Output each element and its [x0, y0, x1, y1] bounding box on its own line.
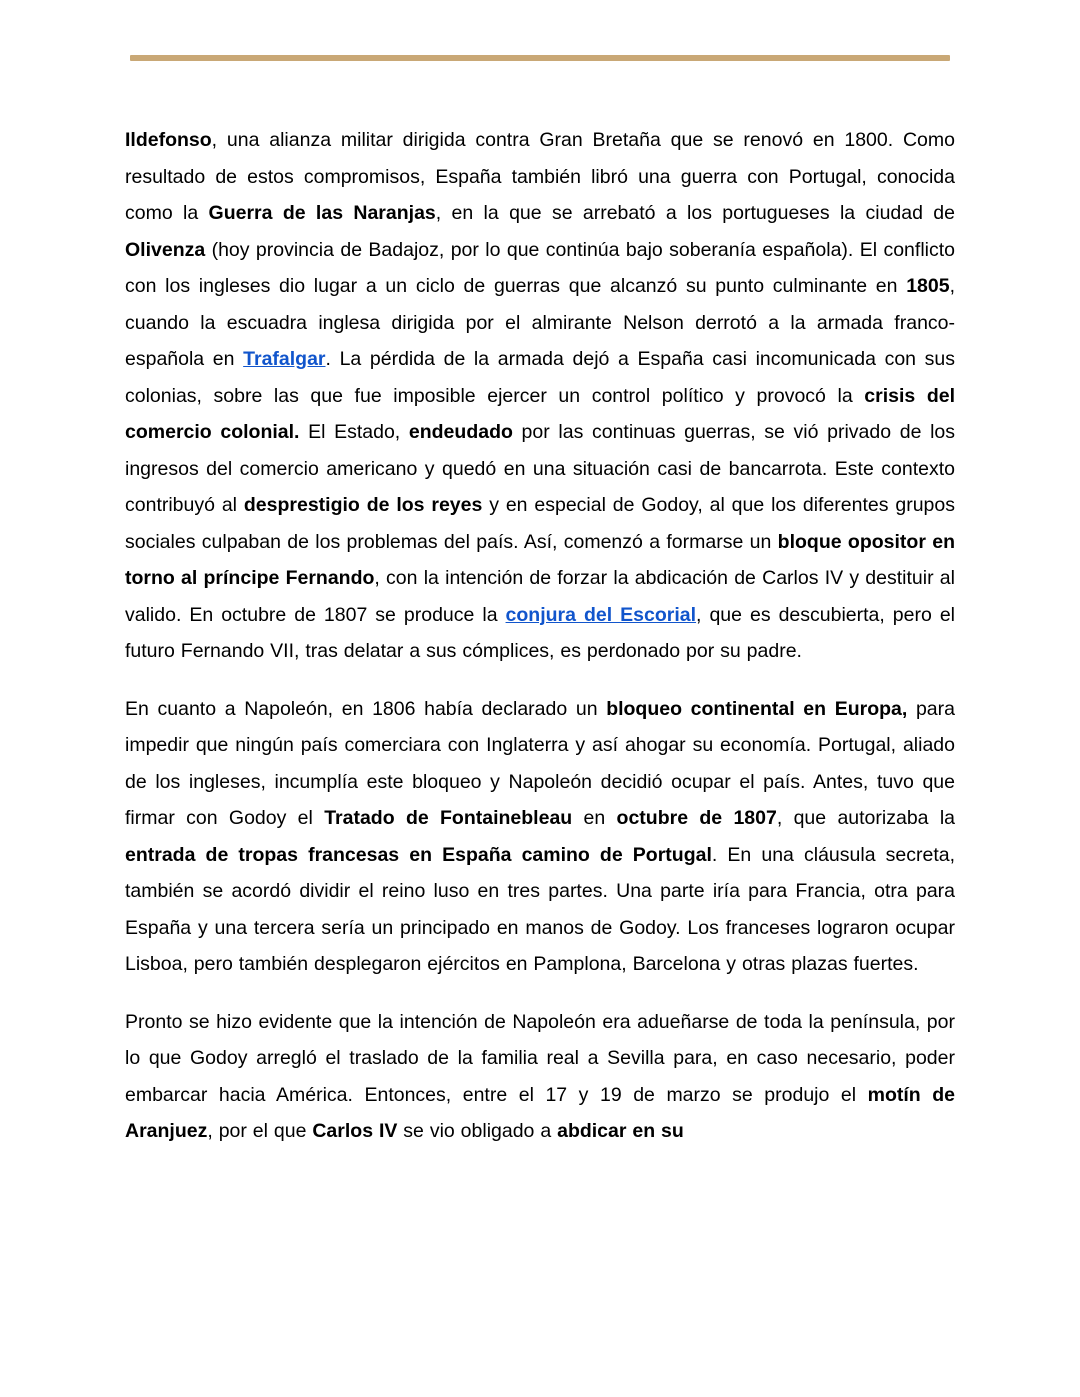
- text-run: y en especial de Godoy, al que los diferentes grupos sociales culpaban de los problemas del país. Así, comenzó a formarse un: [125, 494, 955, 553]
- text-run: , cuando la escuadra inglesa dirigida por el almirante Nelson derrotó a la armada franco-española en: [125, 275, 955, 370]
- text-run: . La pérdida de la armada dejó a España casi incomunicada con sus colonias, sobre las que fue imposible ejercer un control político y provocó la: [125, 348, 955, 407]
- bold-text-run: abdicar en su: [557, 1120, 684, 1142]
- bold-text-run: bloqueo continental en Europa,: [606, 697, 908, 720]
- bold-text-run: Guerra de las Naranjas: [208, 202, 436, 224]
- text-run: por las continuas guerras, se vió privado de los ingresos del comercio americano y quedó en una situación casi de bancarrota. Este contexto contribuyó al: [125, 421, 956, 516]
- text-run: . En una cláusula secreta, también se acordó dividir el reino luso en tres partes. Una parte iría para Francia, otra para España y una tercera sería un principado en manos de Godoy. Los franceses lograron ocupar Lisboa, pero también desplegaron ejércitos en Pamplona, Barcelona y otras plazas fuertes.: [125, 843, 955, 975]
- bold-text-run: octubre de 1807: [616, 807, 777, 829]
- bold-text-run: Olivenza: [125, 238, 206, 261]
- bold-text-run: entrada de tropas francesas en España camino de Portugal: [125, 843, 712, 866]
- text-run: se vio obligado a: [397, 1120, 558, 1142]
- paragraph-2: [125, 691, 955, 983]
- document-body: [125, 122, 955, 1171]
- paragraph-1: [125, 122, 955, 670]
- text-run: El Estado,: [299, 421, 409, 443]
- text-run: Pronto se hizo evidente que la intención de Napoleón era adueñarse de toda la península, por lo que Godoy arregló el traslado de la familia real a Sevilla para, en caso necesario, poder embarcar hacia América. Entonces, entre el 17 y 19 de marzo se produjo el: [125, 1010, 955, 1106]
- text-run: , que autorizaba la: [776, 807, 956, 829]
- text-run: , que es descubierta, pero el futuro Fernando VII, tras delatar a sus cómplices, es perdonado por su padre.: [125, 603, 955, 662]
- text-run: en: [572, 807, 617, 829]
- text-run: , por el que: [207, 1120, 313, 1142]
- bold-text-run: crisis del comercio colonial.: [125, 384, 955, 443]
- text-run: , en la que se arrebató a los portugueses la ciudad de: [435, 202, 955, 224]
- text-run: , una alianza militar dirigida contra Gran Bretaña que se renovó en 1800. Como resultado de estos compromisos, España también libró una guerra con Portugal, conocida como la: [125, 129, 955, 224]
- bold-text-run: motín de Aranjuez: [125, 1083, 955, 1142]
- conjura-del-escorial-link[interactable]: conjura del Escorial: [505, 603, 697, 626]
- bold-text-run: desprestigio de los reyes: [243, 494, 483, 516]
- decorative-top-rule: [130, 55, 950, 61]
- bold-text-run: Ildefonso: [125, 129, 212, 151]
- paragraph-3: [125, 1004, 955, 1150]
- text-run: En cuanto a Napoleón, en 1806 había declarado un: [125, 697, 607, 720]
- bold-text-run: endeudado: [408, 421, 513, 443]
- text-run: , con la intención de forzar la abdicación de Carlos IV y destituir al valido. En octubre de 1807 se produce la: [125, 567, 955, 626]
- trafalgar-link[interactable]: Trafalgar: [243, 348, 326, 370]
- bold-text-run: Carlos IV: [312, 1120, 398, 1142]
- text-run: para impedir que ningún país comerciara con Inglaterra y así ahogar su economía. Portugal, aliado de los ingleses, incumplía este bloqueo y Napoleón decidió ocupar el país. Antes, tuvo que firmar con Godoy el: [125, 697, 955, 829]
- bold-text-run: bloque opositor en torno al príncipe Fernando: [125, 530, 955, 589]
- text-run: (hoy provincia de Badajoz, por lo que continúa bajo soberanía española). El conflicto con los ingleses dio lugar a un ciclo de guerras que alcanzó su punto culminante en: [125, 238, 955, 297]
- bold-text-run: Tratado de Fontainebleau: [324, 807, 573, 829]
- bold-text-run: 1805: [906, 275, 950, 297]
